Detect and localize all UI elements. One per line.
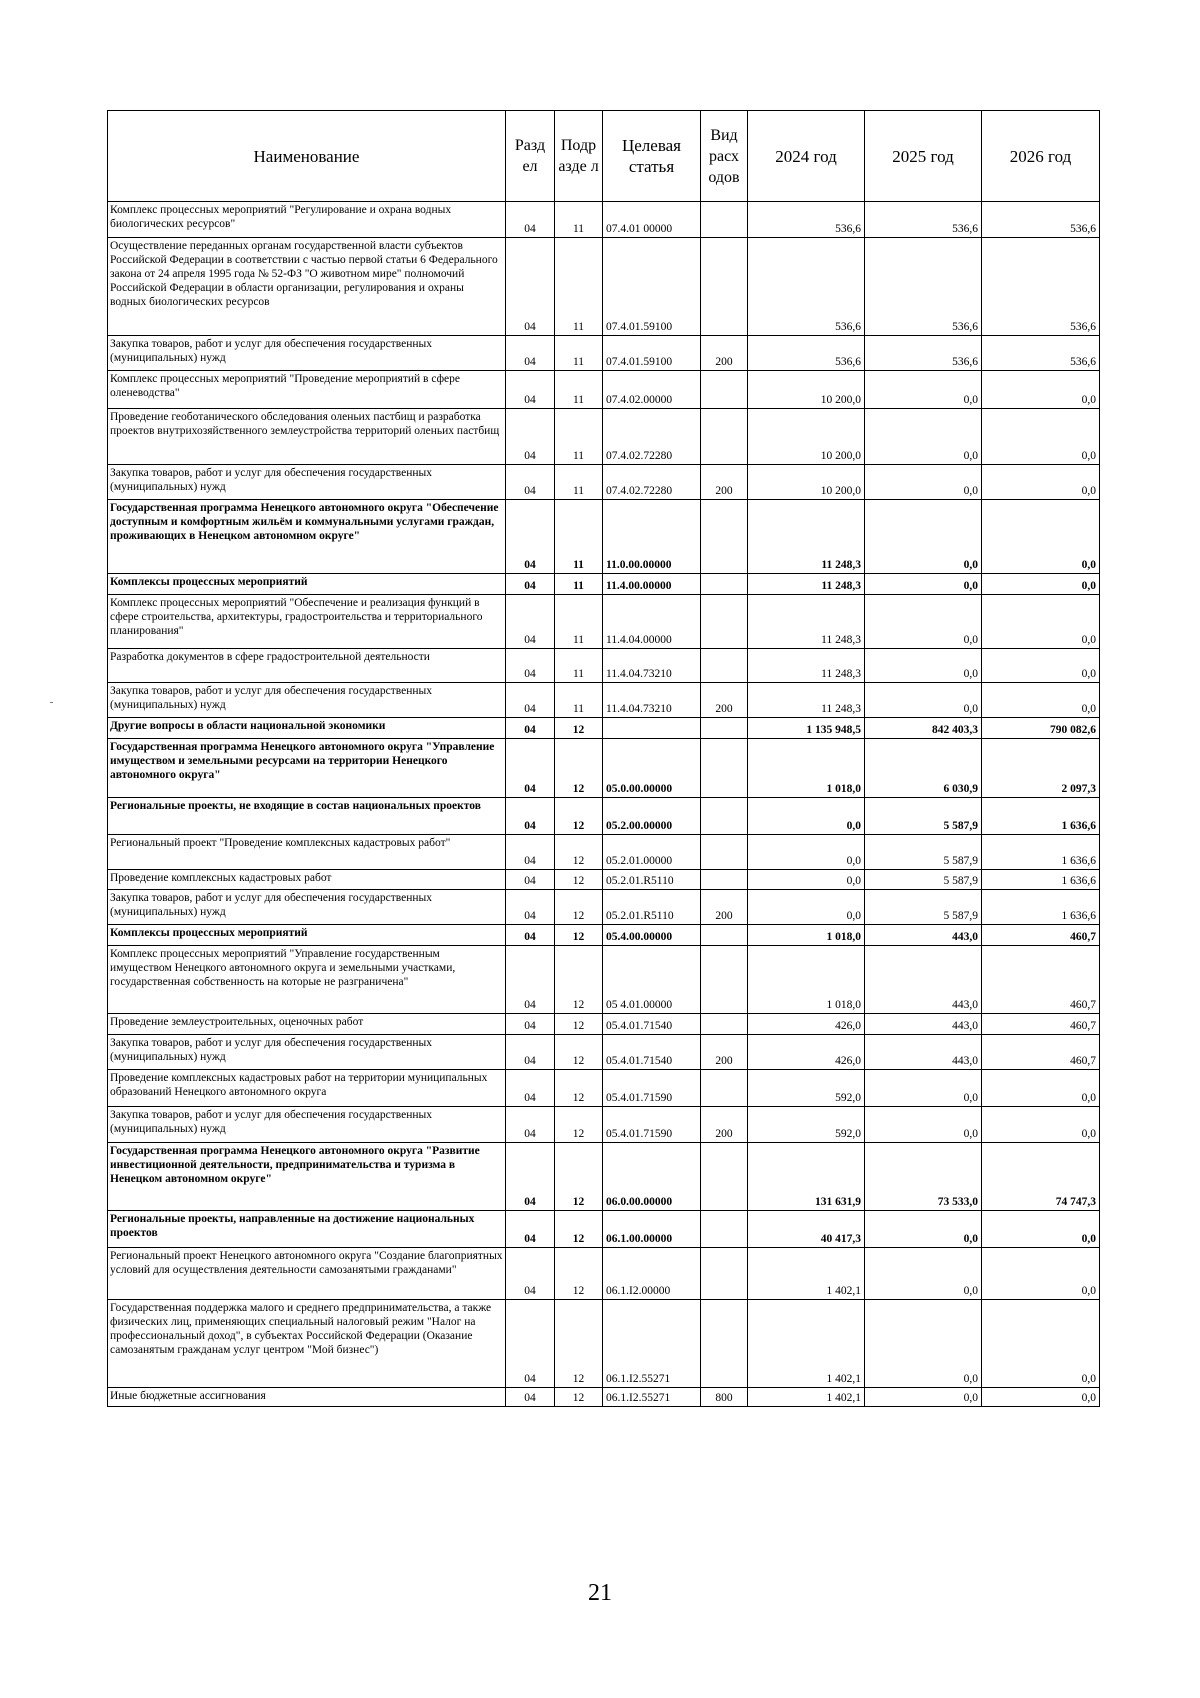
cell-expense-type: 200	[701, 890, 748, 925]
table-row	[108, 925, 1100, 946]
table-row	[108, 465, 1100, 500]
cell-podrazdel: 12	[555, 1035, 603, 1070]
cell-expense-type: 200	[701, 683, 748, 718]
cell-2024: 1 135 948,5	[748, 718, 865, 739]
cell-2024: 0,0	[748, 798, 865, 835]
cell-2025: 0,0	[865, 1388, 982, 1407]
cell-target-article: 07.4.02.00000	[603, 371, 701, 409]
cell-2026: 0,0	[982, 1300, 1100, 1388]
cell-name: Закупка товаров, работ и услуг для обеспечения государственных (муниципальных) нужд	[108, 683, 506, 718]
cell-podrazdel: 12	[555, 1388, 603, 1407]
cell-target-article: 06.1.I2.00000	[603, 1248, 701, 1300]
cell-2025: 6 030,9	[865, 739, 982, 798]
cell-2026: 2 097,3	[982, 739, 1100, 798]
cell-podrazdel: 12	[555, 718, 603, 739]
cell-expense-type	[701, 574, 748, 595]
table-row	[108, 1107, 1100, 1143]
cell-razdel: 04	[506, 1388, 555, 1407]
cell-2024: 1 018,0	[748, 925, 865, 946]
cell-2026: 1 636,6	[982, 835, 1100, 870]
cell-2024: 131 631,9	[748, 1143, 865, 1211]
cell-razdel: 04	[506, 739, 555, 798]
cell-2025: 5 587,9	[865, 870, 982, 890]
cell-target-article	[603, 718, 701, 739]
cell-name: Другие вопросы в области национальной экономики	[108, 718, 506, 739]
cell-podrazdel: 11	[555, 336, 603, 371]
cell-razdel: 04	[506, 500, 555, 574]
cell-target-article: 11.0.00.00000	[603, 500, 701, 574]
cell-2025: 5 587,9	[865, 798, 982, 835]
table-row	[108, 371, 1100, 409]
table-row	[108, 683, 1100, 718]
header-2024: 2024 год	[748, 111, 865, 202]
cell-target-article: 07.4.01.59100	[603, 336, 701, 371]
cell-2026: 0,0	[982, 371, 1100, 409]
cell-target-article: 05.0.00.00000	[603, 739, 701, 798]
cell-2025: 73 533,0	[865, 1143, 982, 1211]
cell-2024: 11 248,3	[748, 574, 865, 595]
cell-name: Проведение землеустроительных, оценочных работ	[108, 1014, 506, 1035]
cell-target-article: 07.4.01.59100	[603, 238, 701, 336]
cell-2024: 1 402,1	[748, 1248, 865, 1300]
header-2026: 2026 год	[982, 111, 1100, 202]
cell-2025: 0,0	[865, 683, 982, 718]
header-2025: 2025 год	[865, 111, 982, 202]
cell-name: Комплекс процессных мероприятий "Проведение мероприятий в сфере оленеводства"	[108, 371, 506, 409]
cell-2026: 790 082,6	[982, 718, 1100, 739]
table-body	[108, 202, 1100, 1407]
cell-razdel: 04	[506, 202, 555, 238]
cell-expense-type	[701, 500, 748, 574]
cell-podrazdel: 12	[555, 835, 603, 870]
table-row	[108, 946, 1100, 1014]
cell-2025: 443,0	[865, 1014, 982, 1035]
cell-podrazdel: 12	[555, 1070, 603, 1107]
cell-target-article: 06.1.I2.55271	[603, 1300, 701, 1388]
cell-name: Иные бюджетные ассигнования	[108, 1388, 506, 1407]
cell-podrazdel: 11	[555, 500, 603, 574]
cell-2024: 11 248,3	[748, 649, 865, 683]
cell-target-article: 05.4.01.71590	[603, 1107, 701, 1143]
page-number: 21	[588, 1580, 612, 1606]
table-row	[108, 1211, 1100, 1248]
table-row	[108, 870, 1100, 890]
cell-name: Государственная программа Ненецкого автономного округа "Развитие инвестиционной деятельности, предпринимательства и туризма в Ненецком автономном округе"	[108, 1143, 506, 1211]
header-razdel: Разд ел	[506, 111, 555, 202]
cell-podrazdel: 11	[555, 574, 603, 595]
cell-razdel: 04	[506, 1143, 555, 1211]
table-row	[108, 890, 1100, 925]
cell-name: Государственная поддержка малого и среднего предпринимательства, а также физических лиц, применяющих специальный налоговый режим "Налог на профессиональный доход", в субъектах Российской Федерации (Оказание самозанятым гражданам услуг центром "Мой бизнес")	[108, 1300, 506, 1388]
cell-target-article: 05.4.01.71590	[603, 1070, 701, 1107]
cell-2025: 0,0	[865, 595, 982, 649]
cell-podrazdel: 11	[555, 238, 603, 336]
cell-2025: 0,0	[865, 1211, 982, 1248]
cell-expense-type	[701, 798, 748, 835]
cell-2025: 0,0	[865, 371, 982, 409]
cell-2024: 11 248,3	[748, 683, 865, 718]
cell-2026: 0,0	[982, 409, 1100, 465]
table-row	[108, 798, 1100, 835]
cell-target-article: 07.4.01 00000	[603, 202, 701, 238]
header-name: Наименование	[108, 111, 506, 202]
cell-expense-type	[701, 946, 748, 1014]
cell-razdel: 04	[506, 465, 555, 500]
cell-name: Закупка товаров, работ и услуг для обеспечения государственных (муниципальных) нужд	[108, 1035, 506, 1070]
cell-2026: 460,7	[982, 1014, 1100, 1035]
budget-table	[107, 110, 1100, 1407]
cell-expense-type	[701, 1070, 748, 1107]
cell-expense-type	[701, 718, 748, 739]
table-row	[108, 409, 1100, 465]
cell-razdel: 04	[506, 890, 555, 925]
cell-razdel: 04	[506, 870, 555, 890]
cell-target-article: 05.4.00.00000	[603, 925, 701, 946]
table-row	[108, 718, 1100, 739]
cell-podrazdel: 12	[555, 870, 603, 890]
cell-2024: 592,0	[748, 1107, 865, 1143]
cell-target-article: 11.4.04.00000	[603, 595, 701, 649]
cell-target-article: 05.2.01.R5110	[603, 870, 701, 890]
cell-razdel: 04	[506, 1070, 555, 1107]
cell-name: Комплекс процессных мероприятий "Обеспечение и реализация функций в сфере строительства, архитектуры, градостроительства и территориального планирования"	[108, 595, 506, 649]
cell-target-article: 05.4.01.71540	[603, 1035, 701, 1070]
table-header-row	[108, 111, 1100, 202]
cell-name: Региональный проект "Проведение комплексных кадастровых работ"	[108, 835, 506, 870]
cell-name: Государственная программа Ненецкого автономного округа "Обеспечение доступным и комфортным жильём и коммунальными услугами граждан, проживающих в Ненецком автономном округе"	[108, 500, 506, 574]
cell-podrazdel: 12	[555, 1107, 603, 1143]
cell-target-article: 06.0.00.00000	[603, 1143, 701, 1211]
cell-expense-type	[701, 1300, 748, 1388]
cell-2026: 536,6	[982, 238, 1100, 336]
cell-target-article: 05.2.00.00000	[603, 798, 701, 835]
cell-target-article: 05.2.01.00000	[603, 835, 701, 870]
cell-2025: 0,0	[865, 465, 982, 500]
table-row	[108, 1070, 1100, 1107]
table-row	[108, 1035, 1100, 1070]
cell-podrazdel: 11	[555, 465, 603, 500]
cell-2024: 40 417,3	[748, 1211, 865, 1248]
cell-2026: 536,6	[982, 202, 1100, 238]
cell-razdel: 04	[506, 683, 555, 718]
cell-name: Закупка товаров, работ и услуг для обеспечения государственных (муниципальных) нужд	[108, 1107, 506, 1143]
cell-target-article: 05 4.01.00000	[603, 946, 701, 1014]
cell-2025: 536,6	[865, 202, 982, 238]
cell-2026: 1 636,6	[982, 798, 1100, 835]
cell-target-article: 07.4.02.72280	[603, 409, 701, 465]
cell-name: Разработка документов в сфере градостроительной деятельности	[108, 649, 506, 683]
cell-podrazdel: 11	[555, 371, 603, 409]
cell-2026: 0,0	[982, 1388, 1100, 1407]
cell-target-article: 05.2.01.R5110	[603, 890, 701, 925]
cell-razdel: 04	[506, 1035, 555, 1070]
cell-2026: 460,7	[982, 925, 1100, 946]
cell-target-article: 11.4.00.00000	[603, 574, 701, 595]
cell-name: Проведение комплексных кадастровых работ	[108, 870, 506, 890]
cell-target-article: 11.4.04.73210	[603, 683, 701, 718]
cell-2025: 0,0	[865, 574, 982, 595]
table-row	[108, 202, 1100, 238]
table-row	[108, 1143, 1100, 1211]
cell-2025: 5 587,9	[865, 835, 982, 870]
cell-razdel: 04	[506, 835, 555, 870]
cell-2026: 0,0	[982, 1107, 1100, 1143]
table-row	[108, 1388, 1100, 1407]
cell-podrazdel: 12	[555, 925, 603, 946]
cell-podrazdel: 12	[555, 1014, 603, 1035]
cell-name: Региональный проект Ненецкого автономного округа "Создание благоприятных условий для осуществления деятельности самозанятыми гражданами"	[108, 1248, 506, 1300]
cell-name: Закупка товаров, работ и услуг для обеспечения государственных (муниципальных) нужд	[108, 890, 506, 925]
table-row	[108, 649, 1100, 683]
cell-razdel: 04	[506, 925, 555, 946]
header-podrazdel: Подр азде л	[555, 111, 603, 202]
cell-2024: 10 200,0	[748, 409, 865, 465]
cell-2026: 0,0	[982, 595, 1100, 649]
cell-2024: 536,6	[748, 336, 865, 371]
cell-2025: 0,0	[865, 1070, 982, 1107]
cell-2025: 0,0	[865, 409, 982, 465]
cell-razdel: 04	[506, 1248, 555, 1300]
cell-2024: 1 402,1	[748, 1300, 865, 1388]
cell-razdel: 04	[506, 798, 555, 835]
cell-razdel: 04	[506, 1107, 555, 1143]
cell-expense-type	[701, 1248, 748, 1300]
cell-2024: 536,6	[748, 202, 865, 238]
table-row	[108, 336, 1100, 371]
cell-podrazdel: 12	[555, 798, 603, 835]
cell-expense-type	[701, 409, 748, 465]
cell-target-article: 11.4.04.73210	[603, 649, 701, 683]
cell-razdel: 04	[506, 1014, 555, 1035]
cell-podrazdel: 12	[555, 890, 603, 925]
header-target-article: Целевая статья	[603, 111, 701, 202]
cell-2024: 426,0	[748, 1014, 865, 1035]
cell-name: Проведение геоботанического обследования оленьих пастбищ и разработка проектов внутрихозяйственного землеустройства территорий оленьих пастбищ	[108, 409, 506, 465]
table-row	[108, 1300, 1100, 1388]
cell-2025: 0,0	[865, 1248, 982, 1300]
cell-2025: 842 403,3	[865, 718, 982, 739]
cell-podrazdel: 11	[555, 595, 603, 649]
cell-2024: 1 018,0	[748, 946, 865, 1014]
cell-2026: 536,6	[982, 336, 1100, 371]
cell-2024: 0,0	[748, 870, 865, 890]
cell-2024: 11 248,3	[748, 595, 865, 649]
cell-2024: 1 402,1	[748, 1388, 865, 1407]
cell-razdel: 04	[506, 718, 555, 739]
cell-expense-type	[701, 238, 748, 336]
cell-podrazdel: 12	[555, 739, 603, 798]
table-row	[108, 1014, 1100, 1035]
cell-2026: 0,0	[982, 1211, 1100, 1248]
cell-name: Региональные проекты, направленные на достижение национальных проектов	[108, 1211, 506, 1248]
cell-2026: 0,0	[982, 1248, 1100, 1300]
cell-razdel: 04	[506, 1211, 555, 1248]
header-expense-type: Вид расх одов	[701, 111, 748, 202]
cell-target-article: 06.1.00.00000	[603, 1211, 701, 1248]
cell-name: Проведение комплексных кадастровых работ на территории муниципальных образований Ненецкого автономного округа	[108, 1070, 506, 1107]
cell-2025: 0,0	[865, 1107, 982, 1143]
cell-2025: 536,6	[865, 238, 982, 336]
cell-razdel: 04	[506, 409, 555, 465]
cell-expense-type	[701, 202, 748, 238]
cell-expense-type: 200	[701, 1035, 748, 1070]
cell-name: Комплексы процессных мероприятий	[108, 574, 506, 595]
cell-razdel: 04	[506, 238, 555, 336]
cell-podrazdel: 11	[555, 202, 603, 238]
cell-2024: 536,6	[748, 238, 865, 336]
cell-2024: 592,0	[748, 1070, 865, 1107]
cell-name: Региональные проекты, не входящие в состав национальных проектов	[108, 798, 506, 835]
cell-expense-type: 200	[701, 465, 748, 500]
cell-podrazdel: 12	[555, 1248, 603, 1300]
cell-expense-type	[701, 649, 748, 683]
cell-razdel: 04	[506, 371, 555, 409]
cell-podrazdel: 11	[555, 649, 603, 683]
cell-expense-type	[701, 870, 748, 890]
cell-2026: 1 636,6	[982, 870, 1100, 890]
cell-name: Осуществление переданных органам государственной власти субъектов Российской Федерации в соответствии с частью первой статьи 6 Федерального закона от 24 апреля 1995 года № 52-ФЗ "О животном мире" полномочий Российской Федерации в области организации, регулирования и охраны водных биологических ресурсов	[108, 238, 506, 336]
cell-razdel: 04	[506, 574, 555, 595]
table-row	[108, 739, 1100, 798]
cell-2024: 11 248,3	[748, 500, 865, 574]
cell-expense-type: 800	[701, 1388, 748, 1407]
table-row	[108, 574, 1100, 595]
cell-expense-type	[701, 739, 748, 798]
cell-2024: 426,0	[748, 1035, 865, 1070]
cell-razdel: 04	[506, 946, 555, 1014]
scan-mark	[50, 702, 53, 703]
cell-podrazdel: 11	[555, 683, 603, 718]
cell-expense-type	[701, 835, 748, 870]
cell-expense-type	[701, 925, 748, 946]
cell-name: Комплекс процессных мероприятий "Управление государственным имуществом Ненецкого автономного округа и земельными участками, государственная собственность на которые не разграничена"	[108, 946, 506, 1014]
cell-2025: 0,0	[865, 500, 982, 574]
cell-podrazdel: 12	[555, 1143, 603, 1211]
cell-2026: 1 636,6	[982, 890, 1100, 925]
cell-podrazdel: 12	[555, 946, 603, 1014]
cell-2024: 10 200,0	[748, 465, 865, 500]
cell-target-article: 07.4.02.72280	[603, 465, 701, 500]
cell-expense-type	[701, 1014, 748, 1035]
cell-expense-type: 200	[701, 336, 748, 371]
cell-2026: 0,0	[982, 465, 1100, 500]
cell-expense-type	[701, 1143, 748, 1211]
cell-podrazdel: 11	[555, 409, 603, 465]
cell-razdel: 04	[506, 1300, 555, 1388]
cell-2025: 443,0	[865, 925, 982, 946]
cell-name: Комплекс процессных мероприятий "Регулирование и охрана водных биологических ресурсов"	[108, 202, 506, 238]
cell-podrazdel: 12	[555, 1300, 603, 1388]
cell-2026: 0,0	[982, 649, 1100, 683]
cell-2024: 0,0	[748, 890, 865, 925]
cell-name: Закупка товаров, работ и услуг для обеспечения государственных (муниципальных) нужд	[108, 336, 506, 371]
cell-razdel: 04	[506, 595, 555, 649]
cell-2026: 0,0	[982, 1070, 1100, 1107]
cell-name: Комплексы процессных мероприятий	[108, 925, 506, 946]
cell-name: Закупка товаров, работ и услуг для обеспечения государственных (муниципальных) нужд	[108, 465, 506, 500]
cell-2025: 5 587,9	[865, 890, 982, 925]
cell-2024: 10 200,0	[748, 371, 865, 409]
cell-2026: 0,0	[982, 574, 1100, 595]
cell-2025: 443,0	[865, 946, 982, 1014]
cell-expense-type: 200	[701, 1107, 748, 1143]
cell-name: Государственная программа Ненецкого автономного округа "Управление имуществом и земельными ресурсами на территории Ненецкого автономного округа"	[108, 739, 506, 798]
cell-podrazdel: 12	[555, 1211, 603, 1248]
cell-2026: 460,7	[982, 946, 1100, 1014]
table-row	[108, 500, 1100, 574]
cell-2026: 74 747,3	[982, 1143, 1100, 1211]
cell-expense-type	[701, 595, 748, 649]
cell-2025: 0,0	[865, 649, 982, 683]
table-row	[108, 238, 1100, 336]
cell-razdel: 04	[506, 336, 555, 371]
cell-2025: 443,0	[865, 1035, 982, 1070]
cell-2026: 0,0	[982, 683, 1100, 718]
table-row	[108, 835, 1100, 870]
cell-target-article: 05.4.01.71540	[603, 1014, 701, 1035]
cell-2024: 1 018,0	[748, 739, 865, 798]
cell-expense-type	[701, 371, 748, 409]
cell-target-article: 06.1.I2.55271	[603, 1388, 701, 1407]
table-row	[108, 595, 1100, 649]
table-row	[108, 1248, 1100, 1300]
cell-razdel: 04	[506, 649, 555, 683]
cell-2025: 536,6	[865, 336, 982, 371]
cell-2026: 460,7	[982, 1035, 1100, 1070]
cell-expense-type	[701, 1211, 748, 1248]
cell-2026: 0,0	[982, 500, 1100, 574]
cell-2025: 0,0	[865, 1300, 982, 1388]
cell-2024: 0,0	[748, 835, 865, 870]
